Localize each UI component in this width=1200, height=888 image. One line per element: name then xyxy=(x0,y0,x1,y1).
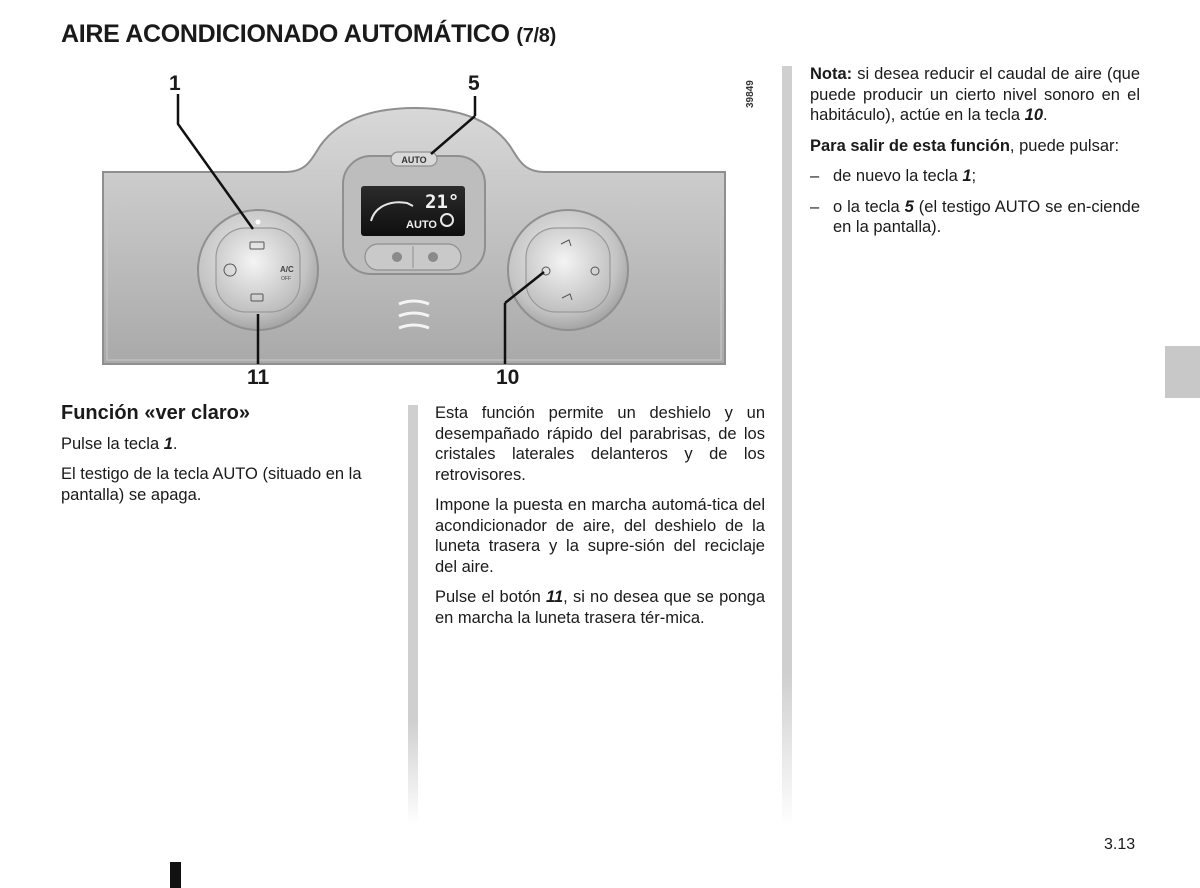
middle-paragraph-3: Pulse el botón 11, si no desea que se ponga en marcha la luneta trasera tér-mica. xyxy=(435,588,765,627)
column-divider-middle xyxy=(408,405,418,825)
ac-off-label: OFF xyxy=(281,276,291,282)
middle-column xyxy=(435,403,765,638)
middle-paragraph-2: Impone la puesta en marcha automá-tica del acondicionador de aire, del deshielo de la luneta trasera y la supre-sión del reciclaje del aire. xyxy=(435,496,765,576)
exit-paragraph: Para salir de esta función, puede pulsar: xyxy=(810,136,1120,155)
page-number: 3.13 xyxy=(1104,836,1136,853)
display-temperature: 21° xyxy=(425,191,460,213)
auto-button-label: AUTO xyxy=(401,155,427,165)
middle-paragraph-1: Esta función permite un deshielo y un desempañado rápido del parabrisas, de los cristales laterales delanteros y de los retrovisores. xyxy=(435,404,765,484)
callout-10: 10 xyxy=(496,366,520,389)
page-title xyxy=(61,20,556,49)
callout-5: 5 xyxy=(468,72,480,95)
display-mode: AUTO xyxy=(406,219,437,231)
column-divider-right xyxy=(782,66,792,826)
callout-11: 11 xyxy=(247,366,270,389)
callout-1: 1 xyxy=(169,72,181,95)
figure-id: 39849 xyxy=(745,80,756,108)
list-item: – o la tecla 5 (el testigo AUTO se en-ciende en la pantalla). xyxy=(810,197,1140,236)
climate-panel-figure xyxy=(95,66,755,396)
exit-options-list xyxy=(810,166,1140,238)
right-column xyxy=(810,64,1140,248)
left-paragraph-1: Pulse la tecla 1. xyxy=(61,434,178,453)
left-paragraph-2: El testigo de la tecla AUTO (situado en la pantalla) se apaga. xyxy=(61,465,362,504)
chapter-thumb-tab xyxy=(1165,346,1200,398)
ac-button-label: A/C xyxy=(280,265,294,274)
crop-marker xyxy=(170,862,181,888)
page-title-suffix: (7/8) xyxy=(516,25,556,47)
note-paragraph: Nota: si desea reducir el caudal de aire (que puede producir un cierto nivel sonoro en el habitáculo), actúe en la tecla 10. xyxy=(810,65,1140,124)
list-item: – de nuevo la tecla 1; xyxy=(810,167,977,185)
climate-panel-illustration xyxy=(95,66,755,396)
section-heading: Función «ver claro» xyxy=(61,402,250,424)
left-column xyxy=(61,403,396,515)
page-title-main: AIRE ACONDICIONADO AUTOMÁTICO xyxy=(61,20,510,48)
